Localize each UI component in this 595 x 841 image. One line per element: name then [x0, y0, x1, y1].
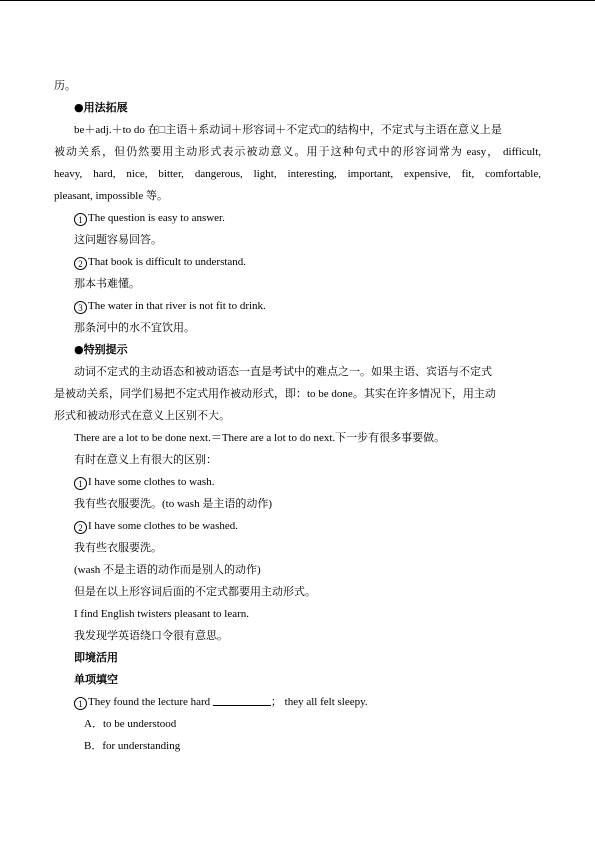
translation-line: 我有些衣服要洗。(to wash 是主语的动作)	[74, 498, 272, 510]
example-text: The water in that river is not fit to drink.	[88, 300, 266, 312]
text-line: 历。	[54, 80, 76, 92]
text-line: 但是在以上形容词后面的不定式都要用主动形式。	[74, 586, 316, 598]
text-line: pleasant, impossible 等。	[54, 190, 168, 202]
text-line: 形式和被动形式在意义上区别不大。	[54, 410, 230, 422]
text-line: 被动关系，但仍然要用主动形式表示被动意义。用于这种句式中的形容词常为 easy， difficult,	[54, 146, 541, 158]
answer-option: A．to be understood	[84, 718, 177, 730]
section-heading: 即境活用	[74, 651, 118, 664]
example-item	[54, 295, 541, 317]
example-item	[54, 515, 541, 537]
text-line: be＋adj.＋to do 在□主语＋系动词＋形容词＋不定式□的结构中，不定式与主语在意义上是	[74, 124, 502, 136]
circled-number: 2	[74, 257, 87, 270]
example-item	[54, 471, 541, 493]
text-line: (wash 不是主语的动作而是别人的动作)	[74, 564, 261, 576]
circled-number: 2	[74, 521, 87, 534]
circled-number: 1	[74, 697, 87, 710]
section-heading: ●用法拓展	[74, 101, 128, 114]
translation-line: 这问题容易回答。	[74, 234, 162, 246]
text-line: 有时在意义上有很大的区别：	[74, 454, 217, 466]
translation-line: 那本书难懂。	[74, 278, 140, 290]
example-text: The question is easy to answer.	[88, 212, 225, 224]
question-text: They found the lecture hard	[88, 696, 211, 708]
question-text: ； they all felt sleepy.	[270, 696, 368, 708]
document-body	[54, 75, 541, 757]
top-border-line	[0, 0, 595, 1]
question-item	[54, 691, 541, 713]
example-text: I find English twisters pleasant to learn.	[74, 608, 250, 620]
translation-line: 那条河中的水不宜饮用。	[74, 322, 195, 334]
section-heading: 单项填空	[74, 673, 118, 686]
example-text: I have some clothes to wash.	[88, 476, 215, 488]
text-line: 动词不定式的主动语态和被动语态一直是考试中的难点之一。如果主语、宾语与不定式	[74, 366, 492, 378]
circled-number: 3	[74, 301, 87, 314]
example-text: I have some clothes to be washed.	[88, 520, 238, 532]
translation-line: 我有些衣服要洗。	[74, 542, 162, 554]
example-item	[54, 251, 541, 273]
answer-blank	[213, 693, 271, 706]
text-line: heavy, hard, nice, bitter, dangerous, light, interesting, important, expensive, fit, comfortable,	[54, 168, 541, 180]
example-item	[54, 207, 541, 229]
example-text: There are a lot to be done next.＝There are a lot to do next.下一步有很多事要做。	[74, 432, 446, 444]
circled-number: 1	[74, 477, 87, 490]
text-line: 是被动关系，同学们易把不定式用作被动形式，即：to be done。其实在许多情况下，用主动	[54, 388, 496, 400]
example-text: That book is difficult to understand.	[88, 256, 247, 268]
translation-line: 我发现学英语绕口令很有意思。	[74, 630, 228, 642]
circled-number: 1	[74, 213, 87, 226]
section-heading: ●特别提示	[74, 343, 128, 356]
answer-option: B．for understanding	[84, 740, 181, 752]
